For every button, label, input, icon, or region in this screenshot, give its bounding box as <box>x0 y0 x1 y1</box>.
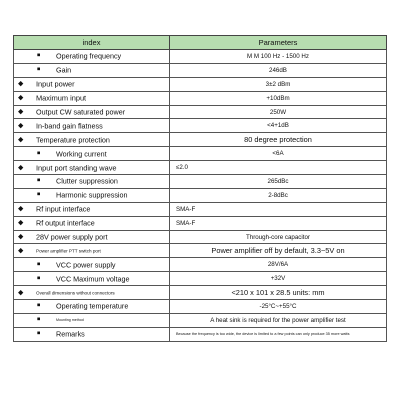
table-row <box>14 244 387 258</box>
row-value-cell <box>170 230 387 244</box>
table-row <box>14 50 387 64</box>
row-label: Power amplifier PTT switch port <box>36 248 101 254</box>
table-row <box>14 230 387 244</box>
diamond-bullet-icon: ◆ <box>18 136 24 144</box>
table-row <box>14 133 387 147</box>
row-value-cell <box>170 77 387 91</box>
row-value-cell <box>170 105 387 119</box>
row-label: Output CW saturated power <box>36 107 126 117</box>
row-index-cell <box>14 175 170 189</box>
row-value: +32V <box>270 275 286 283</box>
square-bullet-icon: ■ <box>37 149 41 156</box>
row-index-cell <box>14 50 170 64</box>
row-index-cell <box>14 244 170 258</box>
diamond-bullet-icon: ◆ <box>18 247 24 255</box>
row-value: 250W <box>269 108 287 116</box>
row-value-cell <box>170 258 387 272</box>
square-bullet-icon: ■ <box>37 177 41 184</box>
row-value: <4+1dB <box>267 122 289 130</box>
spec-table <box>13 35 387 342</box>
row-value: A heat sink is required for the power amplifier test <box>210 316 346 324</box>
row-index-cell <box>14 119 170 133</box>
row-label: Overall dimensions without connectors <box>36 290 115 296</box>
table-row <box>14 286 387 300</box>
row-value-cell <box>170 244 387 258</box>
square-bullet-icon: ■ <box>37 330 41 337</box>
square-bullet-icon: ■ <box>37 52 41 59</box>
table-row <box>14 188 387 202</box>
table-row <box>14 91 387 105</box>
row-value: SMA-F <box>176 219 196 227</box>
diamond-bullet-icon: ◆ <box>18 219 24 227</box>
row-label: Operating temperature <box>56 301 129 311</box>
header-index: index <box>14 36 170 50</box>
row-value: <210 x 101 x 28.5 units: mm <box>231 288 325 298</box>
row-label: Temperature protection <box>36 135 110 145</box>
diamond-bullet-icon: ◆ <box>18 94 24 102</box>
row-index-cell <box>14 313 170 327</box>
row-label: VCC Maximum voltage <box>56 274 130 284</box>
square-bullet-icon: ■ <box>37 274 41 281</box>
row-value: <6A <box>272 150 284 158</box>
row-index-cell <box>14 286 170 300</box>
row-value-cell <box>170 327 387 341</box>
row-value: SMA-F <box>176 205 196 213</box>
row-label: VCC power supply <box>56 260 116 270</box>
row-index-cell <box>14 105 170 119</box>
diamond-bullet-icon: ◆ <box>18 233 24 241</box>
row-label: In-band gain flatness <box>36 121 103 131</box>
row-index-cell <box>14 63 170 77</box>
table-row <box>14 202 387 216</box>
row-value-cell <box>170 300 387 314</box>
square-bullet-icon: ■ <box>37 316 41 323</box>
row-value: 3±2 dBm <box>265 80 291 88</box>
square-bullet-icon: ■ <box>37 302 41 309</box>
table-row <box>14 313 387 327</box>
diamond-bullet-icon: ◆ <box>18 80 24 88</box>
row-value-cell <box>170 63 387 77</box>
row-value: Power amplifier off by default, 3.3~5V on <box>211 246 345 256</box>
row-value-cell <box>170 147 387 161</box>
row-value-cell <box>170 175 387 189</box>
diamond-bullet-icon: ◆ <box>18 205 24 213</box>
row-label: 28V power supply port <box>36 232 108 242</box>
square-bullet-icon: ■ <box>37 261 41 268</box>
row-label: Maximum input <box>36 93 87 103</box>
spec-rows <box>14 50 387 342</box>
row-value-cell <box>170 286 387 300</box>
spec-table-container <box>13 35 386 342</box>
table-row <box>14 161 387 175</box>
row-index-cell <box>14 327 170 341</box>
row-index-cell <box>14 300 170 314</box>
row-label: Mounting method <box>56 318 84 323</box>
row-label: Rf input interface <box>36 204 91 214</box>
row-value: +10dBm <box>266 94 290 102</box>
row-index-cell <box>14 147 170 161</box>
table-row <box>14 216 387 230</box>
row-index-cell <box>14 216 170 230</box>
table-row <box>14 327 387 341</box>
row-index-cell <box>14 188 170 202</box>
row-value-cell <box>170 202 387 216</box>
diamond-bullet-icon: ◆ <box>18 122 24 130</box>
table-row <box>14 105 387 119</box>
row-index-cell <box>14 133 170 147</box>
row-index-cell <box>14 258 170 272</box>
row-label: Working current <box>56 149 107 159</box>
table-row <box>14 258 387 272</box>
row-value-cell <box>170 91 387 105</box>
header-parameters: Parameters <box>170 36 387 50</box>
row-value: 80 degree protection <box>244 135 312 145</box>
row-value: 28V/6A <box>267 261 289 269</box>
row-value-cell <box>170 119 387 133</box>
diamond-bullet-icon: ◆ <box>18 108 24 116</box>
row-label: Gain <box>56 65 72 75</box>
row-value-cell <box>170 188 387 202</box>
row-label: Clutter suppression <box>56 176 118 186</box>
table-row <box>14 119 387 133</box>
row-index-cell <box>14 161 170 175</box>
row-index-cell <box>14 230 170 244</box>
table-row <box>14 272 387 286</box>
table-row <box>14 175 387 189</box>
diamond-bullet-icon: ◆ <box>18 164 24 172</box>
square-bullet-icon: ■ <box>37 66 41 73</box>
row-value-cell <box>170 313 387 327</box>
diamond-bullet-icon: ◆ <box>18 289 24 297</box>
row-value: Through-core capacitor <box>246 233 310 241</box>
row-value: ≤2.0 <box>176 164 188 172</box>
row-value: M M 100 Hz - 1500 Hz <box>247 52 309 60</box>
row-value: 265dBc <box>267 177 289 185</box>
row-value-cell <box>170 216 387 230</box>
row-label: Rf output interface <box>36 218 95 228</box>
row-index-cell <box>14 202 170 216</box>
table-row <box>14 63 387 77</box>
row-label: Input port standing wave <box>36 163 117 173</box>
table-row <box>14 77 387 91</box>
row-index-cell <box>14 77 170 91</box>
row-value-cell <box>170 272 387 286</box>
header-row <box>14 36 387 50</box>
table-row <box>14 300 387 314</box>
row-label: Input power <box>36 79 75 89</box>
row-value: -25°C~+55°C <box>259 302 297 310</box>
row-label: Harmonic suppression <box>56 190 128 200</box>
row-value-cell <box>170 50 387 64</box>
row-value: 246dB <box>269 66 287 74</box>
row-label: Remarks <box>56 329 85 339</box>
row-value-cell <box>170 133 387 147</box>
row-label: Operating frequency <box>56 51 122 61</box>
row-index-cell <box>14 91 170 105</box>
row-index-cell <box>14 272 170 286</box>
row-value: Because the frequency is too wide, the device is limited to a few points can only produce 35 more watts <box>176 332 350 337</box>
row-value: 2-8dBc <box>268 191 288 199</box>
square-bullet-icon: ■ <box>37 191 41 198</box>
table-row <box>14 147 387 161</box>
row-value-cell <box>170 161 387 175</box>
